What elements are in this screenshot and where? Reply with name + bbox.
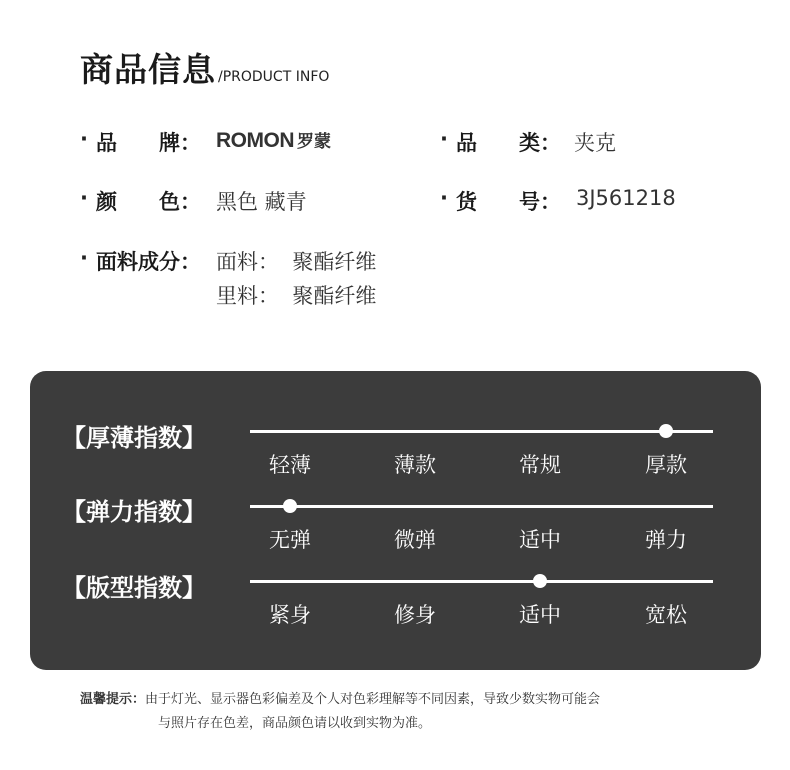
- elasticity-option: 适中: [519, 528, 561, 552]
- fit-option: 宽松: [645, 603, 687, 627]
- fit-option: 适中: [519, 603, 561, 627]
- title-cn: 商品信息: [80, 50, 216, 89]
- thickness-option: 厚款: [645, 453, 687, 477]
- notice-label: 温馨提示：: [80, 692, 146, 707]
- brand-name: ROMON: [216, 129, 294, 152]
- bullet-icon: ·: [440, 127, 448, 151]
- category-value: 夹克: [574, 131, 616, 155]
- thickness-option: 薄款: [394, 453, 436, 477]
- elasticity-option: 无弹: [269, 528, 311, 552]
- elasticity-option: 弹力: [645, 528, 687, 552]
- page-title: [80, 44, 329, 91]
- color-label: 颜 色：: [96, 190, 201, 214]
- bullet-icon: ·: [80, 246, 88, 270]
- elasticity-knob: [283, 499, 297, 513]
- category-label: 品 类：: [456, 131, 561, 155]
- fit-knob: [533, 574, 547, 588]
- brand-label: 品 牌：: [96, 131, 201, 155]
- fabric-line2: 里料： 聚酯纤维: [216, 284, 377, 308]
- sku-value: 3J561218: [576, 186, 676, 210]
- sku-label: 货 号：: [456, 190, 561, 214]
- notice: [80, 688, 600, 736]
- info-row-brand: [0, 127, 790, 155]
- fabric-label: 面料成分：: [96, 250, 201, 274]
- color-value: 黑色 藏青: [216, 190, 307, 214]
- notice-text1: 由于灯光、显示器色彩偏差及个人对色彩理解等不同因素，导致少数实物可能会: [145, 692, 601, 707]
- bullet-icon: ·: [80, 127, 88, 151]
- notice-line1: [80, 688, 600, 712]
- title-en: /PRODUCT INFO: [218, 69, 330, 85]
- bullet-icon: ·: [80, 186, 88, 210]
- brand-value: [216, 127, 331, 153]
- thickness-title: 【厚薄指数】: [62, 424, 206, 452]
- thickness-option: 轻薄: [269, 453, 311, 477]
- bullet-icon: ·: [440, 186, 448, 210]
- thickness-track: [250, 430, 713, 433]
- info-row-color: [0, 186, 790, 214]
- brand-name-cn: 罗蒙: [297, 132, 331, 152]
- thickness-option: 常规: [519, 453, 561, 477]
- thickness-knob: [659, 424, 673, 438]
- fabric-line1: 面料： 聚酯纤维: [216, 250, 377, 274]
- info-row-fabric: [0, 246, 790, 310]
- fit-option: 修身: [394, 603, 436, 627]
- fit-option: 紧身: [269, 603, 311, 627]
- elasticity-track: [250, 505, 713, 508]
- fit-title: 【版型指数】: [62, 574, 206, 602]
- elasticity-title: 【弹力指数】: [62, 498, 206, 526]
- elasticity-option: 微弹: [394, 528, 436, 552]
- notice-line2: 与照片存在色差，商品颜色请以收到实物为准。: [158, 716, 432, 731]
- fit-track: [250, 580, 713, 583]
